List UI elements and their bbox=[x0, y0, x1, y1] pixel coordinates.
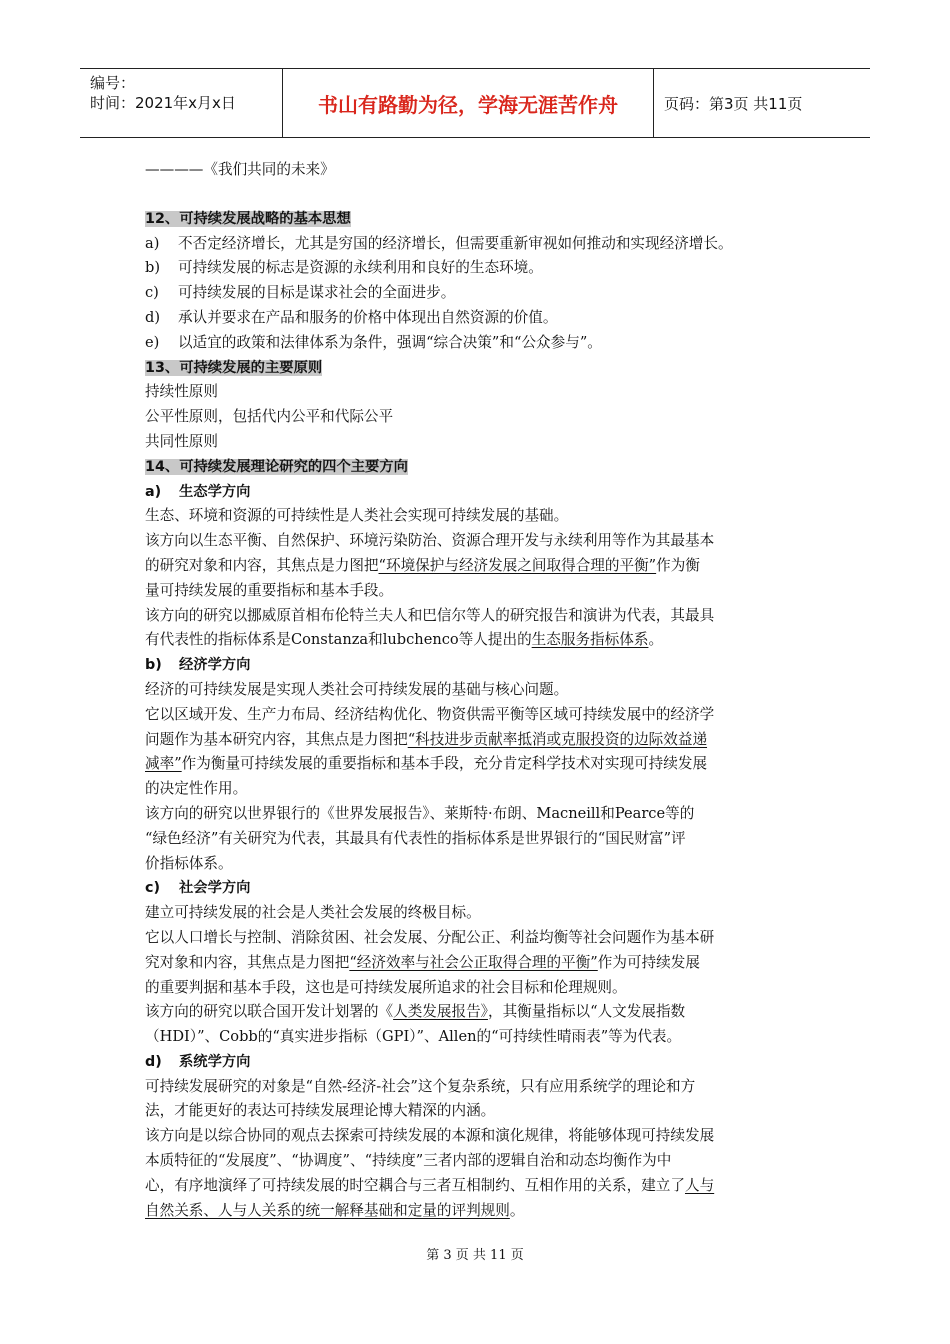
header-motto: 书山有路勤为径，学海无涯苦作舟 bbox=[283, 69, 654, 137]
page-footer: 第 3 页 共 11 页 bbox=[426, 1248, 524, 1263]
underlined-phrase: 人与 bbox=[684, 1176, 715, 1194]
section-13-heading bbox=[145, 356, 815, 381]
list-item: b) 可持续发展的标志是资源的永续利用和良好的生态环境。 bbox=[145, 259, 543, 277]
paragraph-line: 的决定性作用。 bbox=[145, 780, 248, 798]
paragraph-line: 本质特征的“发展度”、“协调度”、“持续度”三者内部的逻辑自治和动态均衡作为中 bbox=[145, 1152, 672, 1170]
paragraph-line: 问题作为基本研究内容，其焦点是力图把“科技进步贡献率抵消或克服投资的边际效益递 bbox=[145, 730, 708, 748]
paragraph-line: 它以区域开发、生产力布局、经济结构优化、物资供需平衡等区域可持续发展中的经济学 bbox=[145, 705, 715, 723]
paragraph-line: 有代表性的指标体系是Constanza和lubchenco等人提出的生态服务指标体系。 bbox=[145, 631, 664, 649]
paragraph-line: 减率”作为衡量可持续发展的重要指标和基本手段，充分肯定科学技术对实现可持续发展 bbox=[145, 755, 708, 773]
paragraph-line: 究对象和内容，其焦点是力图把“经济效率与社会公正取得合理的平衡”作为可持续发展 bbox=[145, 953, 700, 971]
quote-citation: ————《我们共同的未来》 bbox=[145, 161, 335, 178]
principle-line: 公平性原则，包括代内公平和代际公平 bbox=[145, 408, 394, 426]
paragraph-line: “绿色经济”有关研究为代表，其最具有代表性的指标体系是世界银行的“国民财富”评 bbox=[145, 829, 686, 847]
subsection-c-heading: c) 社会学方向 bbox=[145, 880, 251, 897]
paragraph-line: （HDI）”、Cobb的“真实进步指标（GPI）”、Allen的“可持续性晴雨表”等为代表。 bbox=[145, 1028, 682, 1046]
paragraph-line: 该方向是以综合协同的观点去探索可持续发展的本源和演化规律，将能够体现可持续发展 bbox=[145, 1127, 715, 1145]
time-label: 时间：2021年x月x日 bbox=[90, 94, 236, 112]
paragraph-line: 量可持续发展的重要指标和基本手段。 bbox=[145, 581, 394, 599]
principle-line: 持续性原则 bbox=[145, 383, 218, 401]
paragraph-line: 价指标体系。 bbox=[145, 854, 233, 872]
paragraph-line: 生态、环境和资源的可持续性是人类社会实现可持续发展的基础。 bbox=[145, 507, 569, 525]
paragraph-line: 该方向的研究以挪威原首相布伦特兰夫人和巴信尔等人的研究报告和演讲为代表，其最具 bbox=[145, 606, 715, 624]
paragraph-line: 建立可持续发展的社会是人类社会发展的终极目标。 bbox=[145, 904, 481, 922]
paragraph-line: 心，有序地演绎了可持续发展的时空耦合与三者互相制约、互相作用的关系，建立了人与 bbox=[145, 1176, 715, 1194]
list-item: a) 不否定经济增长，尤其是穷国的经济增长，但需要重新审视如何推动和实现经济增长。 bbox=[145, 234, 733, 252]
code-label: 编号： bbox=[90, 74, 136, 92]
header-page-info: 页码：第3页 共11页 bbox=[664, 94, 803, 113]
section-13-title: 13、可持续发展的主要原则 bbox=[145, 359, 323, 376]
document-body bbox=[145, 158, 815, 1223]
paragraph-line: 的研究对象和内容，其焦点是力图把“环境保护与经济发展之间取得合理的平衡”作为衡 bbox=[145, 556, 700, 574]
subsection-d-heading: d) 系统学方向 bbox=[145, 1053, 251, 1070]
subsection-a-heading: a) 生态学方向 bbox=[145, 483, 251, 500]
paragraph-line: 它以人口增长与控制、消除贫困、社会发展、分配公正、利益均衡等社会问题作为基本研 bbox=[145, 928, 715, 946]
principle-line: 共同性原则 bbox=[145, 432, 218, 450]
underlined-phrase: 减率” bbox=[145, 755, 182, 773]
underlined-phrase: 人类发展报告》 bbox=[393, 1003, 488, 1021]
paragraph-line: 该方向的研究以世界银行的《世界发展报告》、莱斯特·布朗、Macneill和Pearce等的 bbox=[145, 804, 695, 822]
paragraph-line: 经济的可持续发展是实现人类社会可持续发展的基础与核心问题。 bbox=[145, 680, 569, 698]
underlined-phrase: 生态服务指标体系 bbox=[531, 631, 649, 649]
paragraph-line: 的重要判据和基本手段，这也是可持续发展所追求的社会目标和伦理规则。 bbox=[145, 978, 627, 996]
section-14-title: 14、可持续发展理论研究的四个主要方向 bbox=[145, 458, 408, 475]
paragraph-line: 该方向以生态平衡、自然保护、环境污染防治、资源合理开发与永续利用等作为其最基本 bbox=[145, 532, 715, 550]
paragraph-line: 自然关系、人与人关系的统一解释基础和定量的评判规则。 bbox=[145, 1201, 525, 1219]
subsection-b-heading: b) 经济学方向 bbox=[145, 657, 251, 674]
list-item: e) 以适宜的政策和法律体系为条件，强调“综合决策”和“公众参与”。 bbox=[145, 333, 602, 351]
page-header bbox=[80, 68, 870, 138]
section-14-heading bbox=[145, 455, 815, 480]
list-item: d) 承认并要求在产品和服务的价格中体现出自然资源的价值。 bbox=[145, 308, 558, 326]
paragraph-line: 法，才能更好的表达可持续发展理论博大精深的内涵。 bbox=[145, 1102, 496, 1120]
underlined-phrase: “环境保护与经济发展之间取得合理的平衡” bbox=[378, 556, 657, 574]
underlined-phrase: “经济效率与社会公正取得合理的平衡” bbox=[349, 953, 598, 971]
paragraph-line: 可持续发展研究的对象是“自然-经济-社会”这个复杂系统，只有应用系统学的理论和方 bbox=[145, 1077, 696, 1095]
header-meta bbox=[80, 69, 283, 137]
section-12-title: 12、可持续发展战略的基本思想 bbox=[145, 210, 351, 227]
underlined-phrase: 自然关系、人与人关系的统一解释基础和定量的评判规则 bbox=[145, 1201, 510, 1219]
paragraph-line: 该方向的研究以联合国开发计划署的《人类发展报告》，其衡量指标以“人文发展指数 bbox=[145, 1003, 686, 1021]
list-item: c) 可持续发展的目标是谋求社会的全面进步。 bbox=[145, 284, 456, 302]
underlined-phrase: “科技进步贡献率抵消或克服投资的边际效益递 bbox=[407, 730, 708, 748]
section-12-heading bbox=[145, 207, 815, 232]
